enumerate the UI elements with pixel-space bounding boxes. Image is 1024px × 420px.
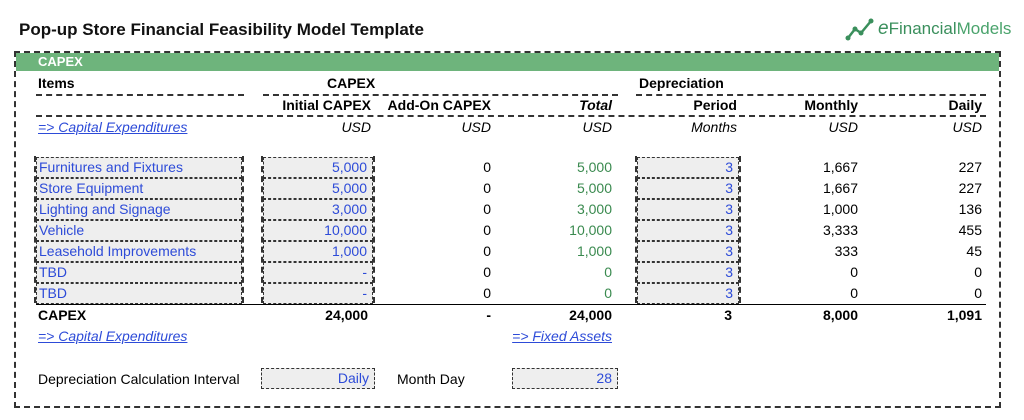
monthly-depreciation-value: 0 bbox=[850, 285, 858, 301]
monthly-depreciation-value: 0 bbox=[850, 264, 858, 280]
depreciation-interval-select[interactable]: Daily bbox=[261, 368, 375, 389]
total-capex-value: 5,000 bbox=[576, 180, 612, 196]
brand-models: Models bbox=[956, 19, 1012, 38]
unit-addon: USD bbox=[461, 119, 491, 135]
totals-daily: 1,091 bbox=[946, 307, 982, 323]
totals-total: 24,000 bbox=[569, 307, 612, 323]
depreciation-period-input[interactable]: 3 bbox=[637, 157, 739, 178]
header-items: Items bbox=[38, 75, 75, 91]
daily-depreciation-value: 0 bbox=[974, 285, 982, 301]
header-depreciation: Depreciation bbox=[639, 75, 724, 91]
header-initial-capex: Initial CAPEX bbox=[282, 97, 371, 113]
monthly-depreciation-value: 1,000 bbox=[822, 201, 858, 217]
initial-capex-input[interactable]: 3,000 bbox=[263, 199, 373, 220]
totals-initial: 24,000 bbox=[325, 307, 368, 323]
unit-total: USD bbox=[582, 119, 612, 135]
item-name-input[interactable]: Furnitures and Fixtures bbox=[36, 157, 242, 178]
item-name-input[interactable]: TBD bbox=[36, 262, 242, 283]
addon-capex-value: 0 bbox=[483, 264, 491, 280]
depreciation-period-input[interactable]: 3 bbox=[637, 283, 739, 304]
depreciation-interval-label: Depreciation Calculation Interval bbox=[38, 371, 240, 387]
initial-capex-input[interactable]: 10,000 bbox=[263, 220, 373, 241]
totals-period: 3 bbox=[724, 307, 732, 323]
item-name-input[interactable]: Lighting and Signage bbox=[36, 199, 242, 220]
daily-depreciation-value: 227 bbox=[958, 180, 982, 196]
item-name-input[interactable]: Leasehold Improvements bbox=[36, 241, 242, 262]
item-name-input[interactable]: TBD bbox=[36, 283, 242, 304]
addon-capex-value: 0 bbox=[483, 243, 491, 259]
header-capex: CAPEX bbox=[327, 75, 376, 91]
totals-monthly: 8,000 bbox=[822, 307, 858, 323]
initial-capex-input[interactable]: - bbox=[263, 262, 373, 283]
header-total: Total bbox=[579, 97, 612, 113]
initial-capex-input[interactable]: 5,000 bbox=[263, 157, 373, 178]
capital-expenditures-link-top[interactable]: => Capital Expenditures bbox=[38, 119, 188, 135]
item-name-input[interactable]: Vehicle bbox=[36, 220, 242, 241]
total-capex-value: 3,000 bbox=[576, 201, 612, 217]
initial-capex-input[interactable]: 5,000 bbox=[263, 178, 373, 199]
header-items-underline bbox=[36, 94, 244, 96]
monthly-depreciation-value: 1,667 bbox=[822, 180, 858, 196]
total-capex-value: 0 bbox=[604, 264, 612, 280]
monthly-depreciation-value: 1,667 bbox=[822, 159, 858, 175]
unit-period: Months bbox=[691, 119, 737, 135]
totals-divider bbox=[36, 304, 986, 305]
header-monthly: Monthly bbox=[804, 97, 858, 113]
monthly-depreciation-value: 333 bbox=[834, 243, 858, 259]
daily-depreciation-value: 45 bbox=[966, 243, 982, 259]
capex-panel bbox=[14, 51, 1001, 408]
item-name-input[interactable]: Store Equipment bbox=[36, 178, 242, 199]
total-capex-value: 1,000 bbox=[576, 243, 612, 259]
daily-depreciation-value: 227 bbox=[958, 159, 982, 175]
initial-capex-input[interactable]: 1,000 bbox=[263, 241, 373, 262]
totals-label: CAPEX bbox=[38, 307, 87, 323]
addon-capex-value: 0 bbox=[483, 285, 491, 301]
page-title: Pop-up Store Financial Feasibility Model Template bbox=[19, 20, 424, 39]
month-day-label: Month Day bbox=[397, 371, 465, 387]
depreciation-period-input[interactable]: 3 bbox=[637, 178, 739, 199]
unit-daily: USD bbox=[952, 119, 982, 135]
totals-addon: - bbox=[486, 307, 491, 323]
header-daily: Daily bbox=[948, 97, 982, 113]
total-capex-value: 0 bbox=[604, 285, 612, 301]
addon-capex-value: 0 bbox=[483, 159, 491, 175]
total-capex-value: 5,000 bbox=[576, 159, 612, 175]
depreciation-period-input[interactable]: 3 bbox=[637, 241, 739, 262]
chart-trend-icon bbox=[845, 16, 875, 42]
depreciation-period-input[interactable]: 3 bbox=[637, 262, 739, 283]
addon-capex-value: 0 bbox=[483, 201, 491, 217]
addon-capex-value: 0 bbox=[483, 180, 491, 196]
daily-depreciation-value: 455 bbox=[958, 222, 982, 238]
unit-initial: USD bbox=[341, 119, 371, 135]
monthly-depreciation-value: 3,333 bbox=[822, 222, 858, 238]
section-header-bar: CAPEX bbox=[16, 53, 999, 71]
depreciation-period-input[interactable]: 3 bbox=[637, 220, 739, 241]
fixed-assets-link[interactable]: => Fixed Assets bbox=[512, 328, 612, 344]
header-addon-capex: Add-On CAPEX bbox=[387, 97, 491, 113]
addon-capex-value: 0 bbox=[483, 222, 491, 238]
daily-depreciation-value: 136 bbox=[958, 201, 982, 217]
brand-financial: Financial bbox=[888, 19, 957, 38]
brand-logo bbox=[845, 14, 1011, 44]
total-capex-value: 10,000 bbox=[569, 222, 612, 238]
unit-monthly: USD bbox=[828, 119, 858, 135]
capital-expenditures-link-bottom[interactable]: => Capital Expenditures bbox=[38, 328, 188, 344]
month-day-input[interactable]: 28 bbox=[512, 368, 618, 389]
daily-depreciation-value: 0 bbox=[974, 264, 982, 280]
header-divider bbox=[36, 115, 986, 117]
depreciation-period-input[interactable]: 3 bbox=[637, 199, 739, 220]
header-period: Period bbox=[693, 97, 737, 113]
initial-capex-input[interactable]: - bbox=[263, 283, 373, 304]
brand-e: e bbox=[878, 18, 889, 39]
